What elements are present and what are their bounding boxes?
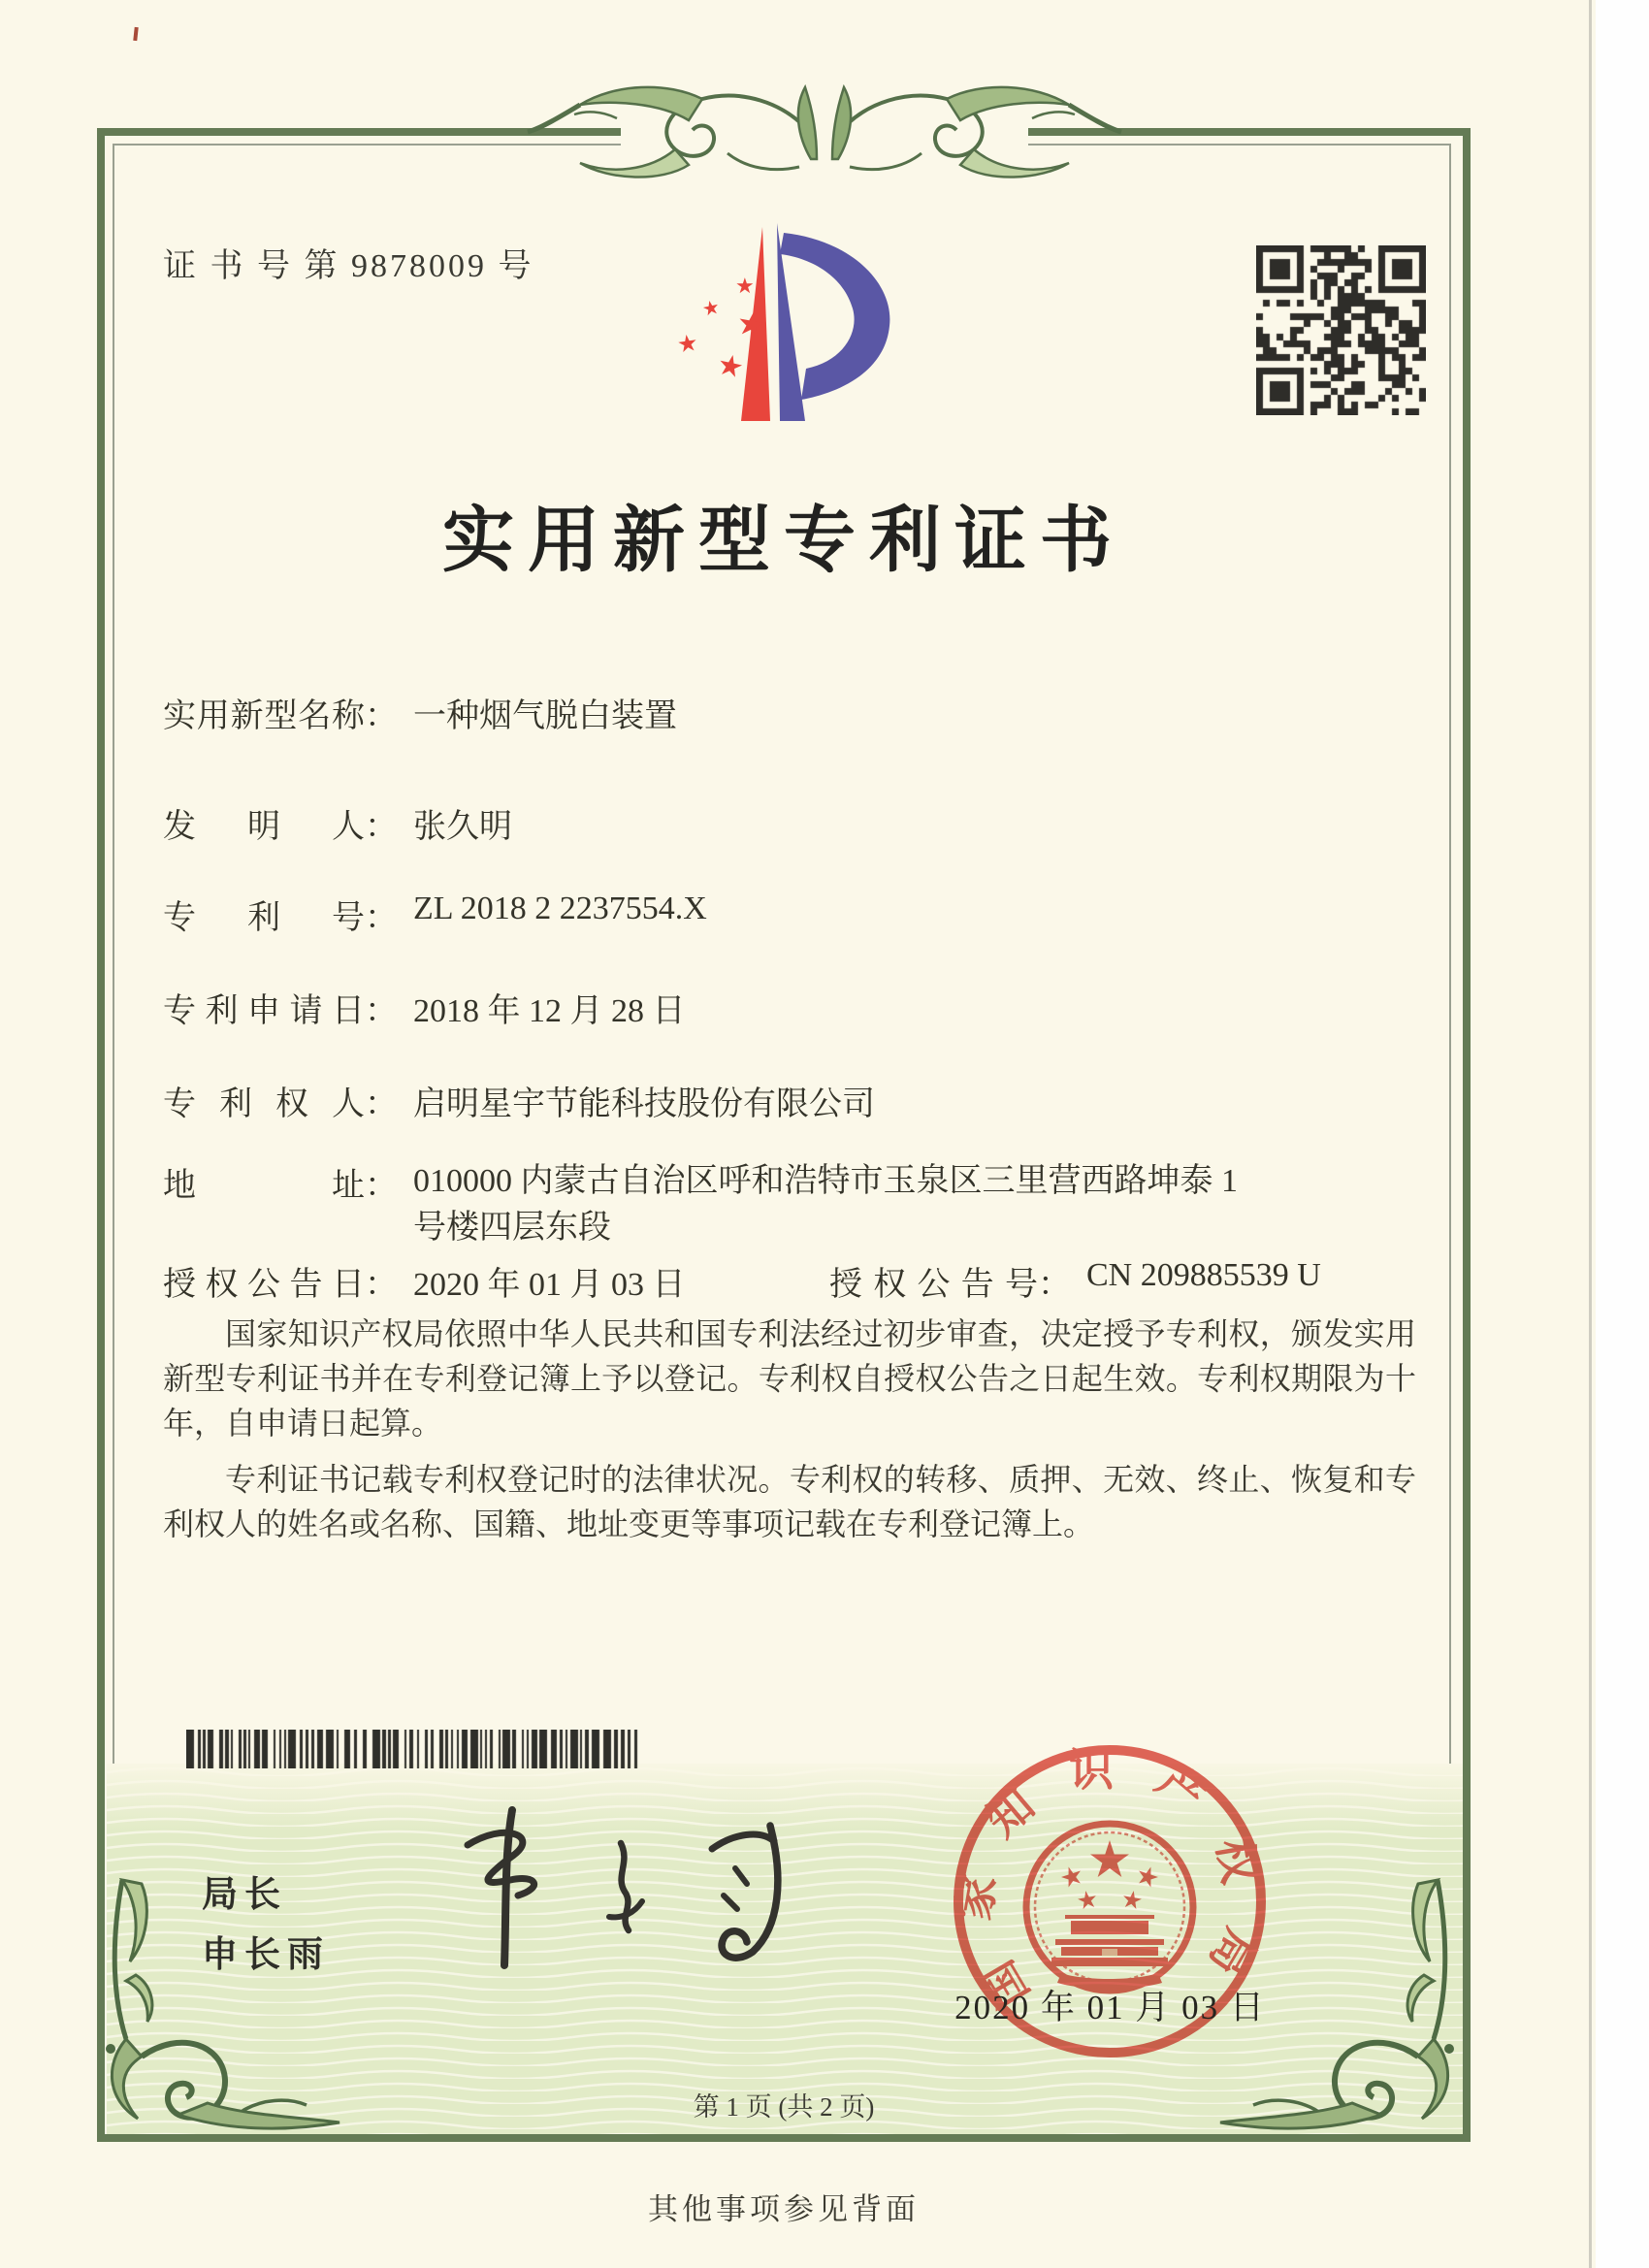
svg-text:★: ★ xyxy=(733,303,770,347)
seal-ring-text: 国家知识产权局 xyxy=(949,1745,1271,2017)
emblem-gate xyxy=(1051,1915,1168,1966)
field-value: 张久明 xyxy=(413,809,512,845)
field-label: 授权公告号 xyxy=(829,1267,1038,1303)
field-utility-name: 实用新型名称： 一种烟气脱白装置 xyxy=(163,689,677,736)
address-line-1: 010000 内蒙古自治区呼和浩特市玉泉区三里营西路坤泰 1 xyxy=(413,1163,1238,1199)
page-number: 第 1 页 (共 2 页) xyxy=(693,2092,875,2122)
field-address: 地址： 010000 内蒙古自治区呼和浩特市玉泉区三里营西路坤泰 1 号楼四层东段 xyxy=(163,1158,1441,1251)
legal-paragraph-2: 专利证书记载专利权登记时的法律状况。专利权的转移、质押、无效、终止、恢复和专利权人的姓名或名称、国籍、地址变更等事项记载在专利登记簿上。 xyxy=(163,1462,1416,1541)
page-edge-shadow xyxy=(1589,0,1592,2268)
field-label: 实用新型名称 xyxy=(163,698,365,734)
field-patentee: 专利权人： 启明星宇节能科技股份有限公司 xyxy=(163,1077,875,1124)
top-flourish-ornament xyxy=(524,76,1125,192)
certificate-title: 实用新型专利证书 xyxy=(442,502,1125,581)
field-label: 授权公告日 xyxy=(163,1267,365,1303)
legal-paragraph-1: 国家知识产权局依照中华人民共和国专利法经过初步审查，决定授予专利权，颁发实用新型专利证书并在专利登记簿上予以登记。专利权自授权公告之日起生效。专利权期限为十年，自申请日起算。 xyxy=(163,1316,1416,1441)
field-value xyxy=(413,1158,1441,1251)
barcode xyxy=(186,1730,642,1768)
field-value: CN 209885539 U xyxy=(1086,1257,1321,1293)
field-value: 2018 年 12 月 28 日 xyxy=(413,993,686,1029)
field-label: 地址 xyxy=(163,1168,365,1204)
field-label: 发明人 xyxy=(163,809,365,845)
field-filing-date: 专利申请日： 2018 年 12 月 28 日 xyxy=(163,984,686,1031)
svg-text:★: ★ xyxy=(699,294,723,321)
cnipa-logo xyxy=(648,221,929,427)
field-value: ZL 2018 2 2237554.X xyxy=(413,891,707,926)
field-value: 2020 年 01 月 03 日 xyxy=(413,1267,686,1303)
certificate-number: 证 书 号 第 9878009 号 xyxy=(163,248,534,284)
svg-text:★: ★ xyxy=(675,328,700,359)
legal-text xyxy=(163,1312,1416,1558)
seal-date: 2020 年 01 月 03 日 xyxy=(954,1989,1266,2026)
field-patent-number: 专利号： ZL 2018 2 2237554.X xyxy=(163,891,707,936)
field-inventor: 发明人： 张久明 xyxy=(163,799,512,847)
qr-code xyxy=(1256,245,1426,415)
field-label: 专利权人 xyxy=(163,1086,365,1122)
field-value: 一种烟气脱白装置 xyxy=(413,698,677,734)
scan-mark xyxy=(133,27,138,41)
field-grant-number: 授权公告号： CN 209885539 U xyxy=(829,1257,1321,1303)
address-line-2: 号楼四层东段 xyxy=(413,1210,611,1246)
national-emblem xyxy=(1026,1824,1193,1991)
scan-background xyxy=(1596,0,1649,2268)
field-grant-date-row: 授权公告日： 2020 年 01 月 03 日 授权公告号： CN 209885539 U xyxy=(163,1257,1321,1303)
svg-text:★: ★ xyxy=(714,347,747,386)
back-note: 其他事项参见背面 xyxy=(648,2192,920,2226)
director-signature xyxy=(419,1793,807,1982)
director-title: 局长 xyxy=(202,1874,287,1914)
emblem-stars xyxy=(1059,1840,1161,1910)
field-value: 启明星宇节能科技股份有限公司 xyxy=(413,1086,875,1122)
svg-text:★: ★ xyxy=(735,275,755,299)
field-label: 专利号 xyxy=(163,900,365,936)
field-label: 专利申请日 xyxy=(163,993,365,1029)
director-name: 申长雨 xyxy=(202,1934,330,1974)
